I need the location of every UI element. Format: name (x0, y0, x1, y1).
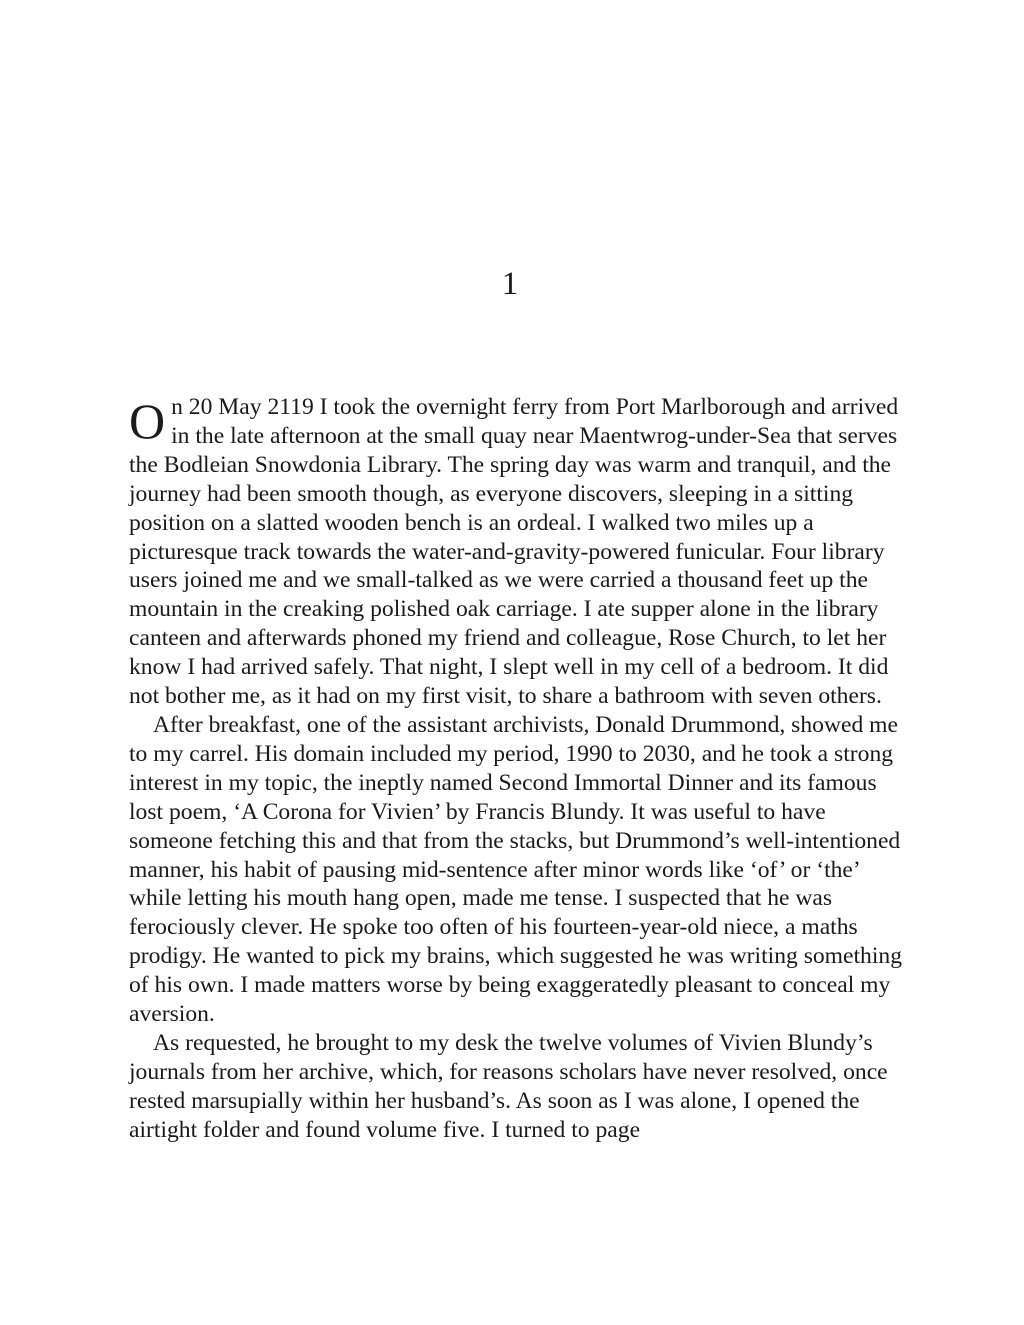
paragraph-1-text: n 20 May 2119 I took the overnight ferry from Port Marlborough and arrived in the late afternoon at the small quay near Maentwrog-under-Sea that serves the Bodleian Snowdonia Library. The spring day was warm and tranquil, and the journey had been smooth though, as everyone discovers, sleeping in a sitting position on a slatted wooden bench is an ordeal. I walked two miles up a picturesque track towards the water-and-gravity-powered funicular. Four library users joined me and we small-talked as we were carried a thousand feet up the mountain in the creaking polished oak carriage. I ate supper alone in the library canteen and afterwards phoned my friend and colleague, Rose Church, to let her know I had arrived safely. That night, I slept well in my cell of a bedroom. It did not bother me, as it had on my first visit, to share a bathroom with seven others. (129, 394, 899, 710)
paragraph-3: As requested, he brought to my desk the twelve volumes of Vivien Blundy’s journals from her archive, which, for reasons scholars have never resolved, once rested marsupially within her husband’s. As soon as I was alone, I opened the airtight folder and found volume five. I turned to page (129, 1029, 888, 1143)
chapter-body (129, 393, 907, 1145)
paragraph-2: After breakfast, one of the assistant archivists, Donald Drummond, showed me to my carrel. His domain included my period, 1990 to 2030, and he took a strong interest in my topic, the ineptly named Second Immortal Dinner and its famous lost poem, ‘A Corona for Vivien’ by Francis Blundy. It was useful to have someone fetching this and that from the stacks, but Drummond’s well-intentioned manner, his habit of pausing mid-sentence after minor words like ‘of’ or ‘the’ while letting his mouth hang open, made me tense. I suspected that he was ferociously clever. He spoke too often of his fourteen-year-old niece, a maths prodigy. He wanted to pick my brains, which suggested he was writing something of his own. I made matters worse by being exaggeratedly pleasant to conceal my aversion. (129, 711, 902, 1028)
drop-cap: O (129, 393, 166, 449)
paragraph-1 (129, 393, 907, 711)
chapter-number: 1 (501, 266, 519, 302)
